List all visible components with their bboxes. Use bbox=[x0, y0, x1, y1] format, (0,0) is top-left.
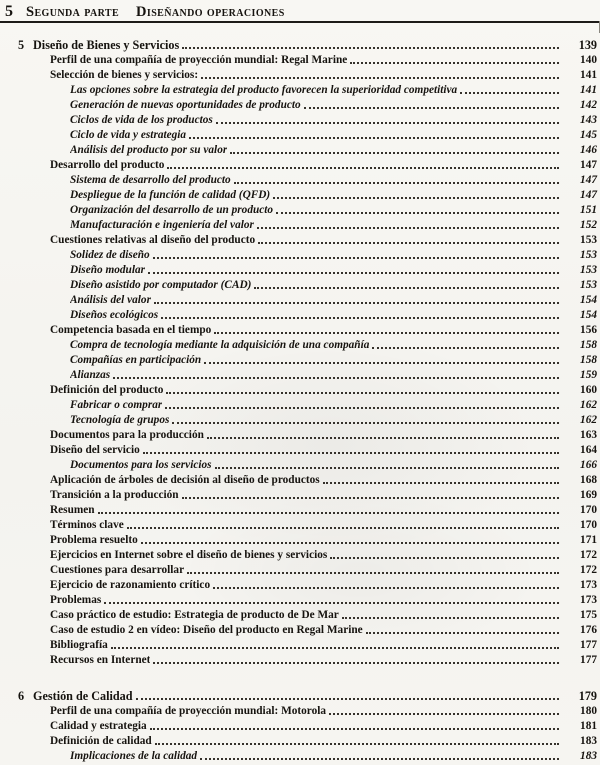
dot-leader bbox=[111, 647, 559, 649]
toc-entry bbox=[0, 52, 600, 67]
chapter-number: 6 bbox=[18, 689, 25, 703]
page-number: 153 bbox=[580, 234, 597, 246]
toc-entry-label: Análisis del producto por su valor bbox=[70, 144, 228, 156]
page-number: 175 bbox=[580, 609, 597, 621]
page-number: 154 bbox=[580, 309, 597, 321]
toc-entry bbox=[0, 307, 600, 322]
dot-leader bbox=[182, 47, 559, 49]
page-number: 158 bbox=[580, 339, 597, 351]
dot-leader bbox=[187, 572, 559, 574]
header-part-label: Segunda parte bbox=[26, 4, 120, 20]
toc-entry-label: Cuestiones relativas al diseño del producto bbox=[50, 234, 256, 246]
page-number: 143 bbox=[580, 114, 597, 126]
page-number: 151 bbox=[580, 204, 597, 216]
page-number: 153 bbox=[580, 279, 597, 291]
toc-entry-label: Definición del producto bbox=[50, 384, 164, 396]
dot-leader bbox=[234, 182, 559, 184]
toc-entry bbox=[0, 637, 600, 652]
toc-entry-label: Términos clave bbox=[50, 519, 124, 531]
toc-entry bbox=[0, 577, 600, 592]
dot-leader bbox=[104, 602, 559, 604]
page-number: 153 bbox=[580, 249, 597, 261]
page-number: 142 bbox=[580, 99, 597, 111]
toc-entry-label: Problema resuelto bbox=[50, 534, 138, 546]
toc-entry bbox=[0, 202, 600, 217]
dot-leader bbox=[98, 512, 559, 514]
toc-entry-label: Las opciones sobre la estrategia del producto favorecen la superioridad competitiva bbox=[70, 84, 458, 96]
toc-entry bbox=[0, 292, 600, 307]
page-number: 170 bbox=[580, 519, 597, 531]
dot-leader bbox=[182, 497, 559, 499]
page-number: 147 bbox=[580, 159, 597, 171]
dot-leader bbox=[136, 698, 559, 700]
dot-leader bbox=[273, 197, 559, 199]
toc-entry-label: Selección de bienes y servicios: bbox=[50, 69, 199, 81]
toc-entry bbox=[0, 97, 600, 112]
toc-entry bbox=[0, 718, 600, 733]
page-number: 170 bbox=[580, 504, 597, 516]
toc-entry bbox=[0, 397, 600, 412]
toc-entry-label: Competencia basada en el tiempo bbox=[50, 324, 212, 336]
toc-entry bbox=[0, 733, 600, 748]
toc-entry bbox=[0, 532, 600, 547]
toc-entry bbox=[0, 322, 600, 337]
page-number: 152 bbox=[580, 219, 597, 231]
dot-leader bbox=[201, 77, 559, 79]
chapter-title: Diseño de Bienes y Servicios bbox=[33, 39, 180, 52]
toc-entry-label: Perfil de una compañía de proyección mundial: Regal Marine bbox=[50, 54, 348, 66]
toc-chapter-block bbox=[0, 688, 600, 763]
toc-chapter-heading bbox=[0, 37, 600, 52]
toc-entry-label: Documentos para la producción bbox=[50, 429, 204, 441]
toc-entry-label: Diseño asistido por computador (CAD) bbox=[70, 279, 252, 291]
toc-entry-label: Problemas bbox=[50, 594, 102, 606]
toc-entry bbox=[0, 472, 600, 487]
toc-entry bbox=[0, 277, 600, 292]
toc-chapter-block bbox=[0, 37, 600, 667]
page-number: 163 bbox=[580, 429, 597, 441]
toc-entry bbox=[0, 592, 600, 607]
dot-leader bbox=[215, 467, 559, 469]
toc-entry bbox=[0, 652, 600, 667]
toc-entry-label: Compra de tecnología mediante la adquisición de una compañía bbox=[70, 339, 370, 351]
toc-entry bbox=[0, 262, 600, 277]
dot-leader bbox=[153, 662, 559, 664]
dot-leader bbox=[189, 137, 559, 139]
page-number: 141 bbox=[580, 84, 597, 96]
toc-entry-label: Recursos en Internet bbox=[50, 654, 151, 666]
page-number: 139 bbox=[578, 38, 597, 52]
dot-leader bbox=[342, 617, 559, 619]
page-number: 177 bbox=[580, 639, 597, 651]
header-page-number: 5 bbox=[5, 3, 13, 20]
dot-leader bbox=[213, 587, 559, 589]
dot-leader bbox=[304, 107, 559, 109]
dot-leader bbox=[329, 713, 559, 715]
toc-entry-label: Diseño del servicio bbox=[50, 444, 140, 456]
dot-leader bbox=[141, 542, 559, 544]
dot-leader bbox=[154, 302, 559, 304]
toc-entry bbox=[0, 82, 600, 97]
toc-entry-label: Ejercicios en Internet sobre el diseño de bienes y servicios bbox=[50, 549, 328, 561]
toc-entry bbox=[0, 622, 600, 637]
dot-leader bbox=[323, 482, 559, 484]
dot-leader bbox=[167, 167, 559, 169]
dot-leader bbox=[155, 743, 559, 745]
page-number: 146 bbox=[580, 144, 597, 156]
chapter-title: Gestión de Calidad bbox=[33, 690, 133, 703]
toc-entry bbox=[0, 457, 600, 472]
page-number: 153 bbox=[580, 264, 597, 276]
dot-leader bbox=[372, 347, 559, 349]
toc-entry-label: Ciclo de vida y estrategia bbox=[70, 129, 187, 141]
toc-entry-label: Implicaciones de la calidad bbox=[70, 750, 198, 762]
dot-leader bbox=[172, 422, 559, 424]
toc-entry-label: Análisis del valor bbox=[70, 294, 151, 306]
page-number: 147 bbox=[580, 189, 597, 201]
page-number: 158 bbox=[580, 354, 597, 366]
toc-entry-label: Solidez de diseño bbox=[70, 249, 150, 261]
toc-entry-label: Alianzas bbox=[70, 369, 111, 381]
dot-leader bbox=[230, 152, 559, 154]
page-number: 156 bbox=[580, 324, 597, 336]
page-number: 176 bbox=[580, 624, 597, 636]
toc-entry bbox=[0, 247, 600, 262]
page-number: 159 bbox=[580, 369, 597, 381]
page-number: 177 bbox=[580, 654, 597, 666]
toc-entry-label: Compañías en participación bbox=[70, 354, 202, 366]
page-number: 181 bbox=[580, 720, 597, 732]
page-number: 145 bbox=[580, 129, 597, 141]
page-number: 140 bbox=[580, 54, 597, 66]
dot-leader bbox=[113, 377, 559, 379]
toc-entry-label: Transición a la producción bbox=[50, 489, 179, 501]
page-number: 162 bbox=[580, 414, 597, 426]
page-number: 173 bbox=[580, 579, 597, 591]
page-number: 141 bbox=[580, 69, 597, 81]
toc-entry bbox=[0, 127, 600, 142]
toc-entry-label: Desarrollo del producto bbox=[50, 159, 165, 171]
page-number: 172 bbox=[580, 564, 597, 576]
toc-entry bbox=[0, 187, 600, 202]
toc-entry-label: Cuestiones para desarrollar bbox=[50, 564, 185, 576]
dot-leader bbox=[166, 392, 559, 394]
toc-entry-label: Organización del desarrollo de un producto bbox=[70, 204, 274, 216]
toc-entry bbox=[0, 172, 600, 187]
dot-leader bbox=[254, 287, 559, 289]
toc-entry bbox=[0, 157, 600, 172]
toc-entry-label: Definición de calidad bbox=[50, 735, 152, 747]
toc-entry bbox=[0, 748, 600, 763]
dot-leader bbox=[148, 272, 559, 274]
toc-entry-label: Diseños ecológicos bbox=[70, 309, 159, 321]
toc-entry-label: Resumen bbox=[50, 504, 95, 516]
page-number: 172 bbox=[580, 549, 597, 561]
toc-entry bbox=[0, 337, 600, 352]
toc-entry-label: Ciclos de vida de los productos bbox=[70, 114, 213, 126]
page-number: 168 bbox=[580, 474, 597, 486]
dot-leader bbox=[276, 212, 559, 214]
toc-entry bbox=[0, 67, 600, 82]
table-of-contents bbox=[0, 37, 600, 763]
header-rule bbox=[0, 21, 600, 23]
dot-leader bbox=[258, 242, 559, 244]
dot-leader bbox=[127, 527, 559, 529]
toc-entry-label: Calidad y estrategia bbox=[50, 720, 147, 732]
toc-entry bbox=[0, 442, 600, 457]
dot-leader bbox=[366, 632, 559, 634]
dot-leader bbox=[460, 92, 559, 94]
toc-entry-label: Fabricar o comprar bbox=[70, 399, 163, 411]
toc-entry-label: Documentos para los servicios bbox=[70, 459, 212, 471]
dot-leader bbox=[207, 437, 559, 439]
toc-entry-label: Bibliografía bbox=[50, 639, 108, 651]
page-number: 183 bbox=[580, 735, 597, 747]
toc-entry-label: Tecnología de grupos bbox=[70, 414, 170, 426]
dot-leader bbox=[214, 332, 559, 334]
toc-entry bbox=[0, 382, 600, 397]
page-number: 154 bbox=[580, 294, 597, 306]
dot-leader bbox=[200, 758, 559, 760]
toc-entry bbox=[0, 502, 600, 517]
toc-entry bbox=[0, 142, 600, 157]
toc-entry bbox=[0, 352, 600, 367]
toc-entry bbox=[0, 517, 600, 532]
toc-entry-label: Aplicación de árboles de decisión al diseño de productos bbox=[50, 474, 320, 486]
dot-leader bbox=[330, 557, 559, 559]
toc-entry-label: Manufacturación e ingeniería del valor bbox=[70, 219, 254, 231]
page-number: 171 bbox=[580, 534, 597, 546]
page-number: 147 bbox=[580, 174, 597, 186]
toc-entry-label: Sistema de desarrollo del producto bbox=[70, 174, 231, 186]
dot-leader bbox=[153, 257, 559, 259]
page-number: 169 bbox=[580, 489, 597, 501]
toc-entry-label: Caso de estudio 2 en vídeo: Diseño del producto en Regal Marine bbox=[50, 624, 363, 636]
dot-leader bbox=[257, 227, 559, 229]
page-number: 179 bbox=[578, 689, 597, 703]
dot-leader bbox=[143, 452, 559, 454]
toc-entry-label: Diseño modular bbox=[70, 264, 146, 276]
running-header bbox=[5, 3, 600, 21]
toc-entry-label: Generación de nuevas oportunidades de producto bbox=[70, 99, 301, 111]
page-number: 162 bbox=[580, 399, 597, 411]
page-number: 183 bbox=[580, 750, 597, 762]
page-number: 180 bbox=[580, 705, 597, 717]
page-number: 164 bbox=[580, 444, 597, 456]
dot-leader bbox=[350, 62, 559, 64]
toc-entry bbox=[0, 217, 600, 232]
toc-entry bbox=[0, 703, 600, 718]
toc-entry bbox=[0, 607, 600, 622]
page-number: 166 bbox=[580, 459, 597, 471]
dot-leader bbox=[150, 728, 559, 730]
page-number: 173 bbox=[580, 594, 597, 606]
toc-entry-label: Perfil de una compañía de proyección mundial: Motorola bbox=[50, 705, 327, 717]
toc-entry-label: Despliegue de la función de calidad (QFD) bbox=[70, 189, 271, 201]
page-number: 160 bbox=[580, 384, 597, 396]
dot-leader bbox=[165, 407, 559, 409]
toc-entry-label: Caso práctico de estudio: Estrategia de producto de De Mar bbox=[50, 609, 339, 621]
dot-leader bbox=[216, 122, 559, 124]
toc-entry bbox=[0, 112, 600, 127]
toc-entry bbox=[0, 367, 600, 382]
dot-leader bbox=[204, 362, 559, 364]
toc-entry bbox=[0, 232, 600, 247]
toc-entry bbox=[0, 487, 600, 502]
toc-entry-label: Ejercicio de razonamiento crítico bbox=[50, 579, 211, 591]
chapter-number: 5 bbox=[18, 38, 25, 52]
toc-entry bbox=[0, 412, 600, 427]
dot-leader bbox=[161, 317, 559, 319]
header-part-title: Diseñando operaciones bbox=[136, 4, 285, 20]
toc-chapter-heading bbox=[0, 688, 600, 703]
toc-entry bbox=[0, 547, 600, 562]
toc-entry bbox=[0, 427, 600, 442]
toc-entry bbox=[0, 562, 600, 577]
